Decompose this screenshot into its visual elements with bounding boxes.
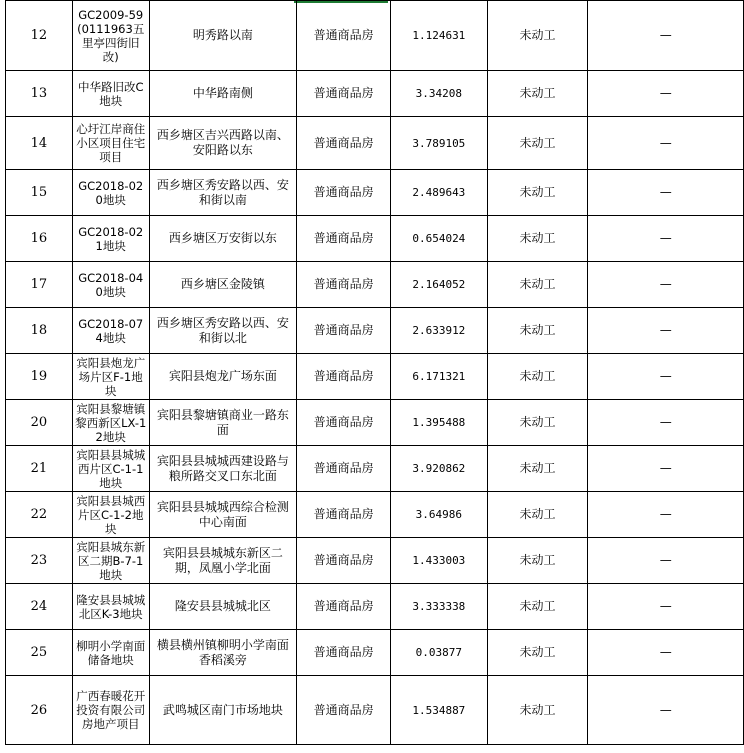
plot-location-cell[interactable]: 西乡塘区秀安路以西、安和街以北 [149, 308, 297, 354]
plot-area-cell[interactable]: 2.164052 [390, 262, 487, 308]
plot-name-cell[interactable]: 心圩江岸商住小区项目住宅项目 [72, 117, 149, 170]
plot-area-cell[interactable]: 0.03877 [390, 630, 487, 676]
table-row [6, 117, 744, 170]
remark-cell[interactable]: — [588, 538, 744, 584]
row-number-cell[interactable]: 15 [6, 170, 73, 216]
plot-name-cell[interactable]: 广西春暖花开投资有限公司房地产项目 [72, 676, 149, 745]
plot-area-cell[interactable]: 1.124631 [390, 1, 487, 71]
row-number-cell[interactable]: 16 [6, 216, 73, 262]
housing-type-cell[interactable]: 普通商品房 [297, 538, 391, 584]
plot-name-cell[interactable]: 宾阳县城东新区二期B-7-1地块 [72, 538, 149, 584]
row-number-cell[interactable]: 24 [6, 584, 73, 630]
plot-location-cell[interactable]: 西乡塘区金陵镇 [149, 262, 297, 308]
housing-type-cell[interactable]: 普通商品房 [297, 71, 391, 117]
plot-area-cell[interactable]: 3.789105 [390, 117, 487, 170]
remark-cell[interactable]: — [588, 117, 744, 170]
remark-cell[interactable]: — [588, 170, 744, 216]
plot-name-cell[interactable]: 宾阳县县城西片区C-1-2地块 [72, 492, 149, 538]
plot-name-cell[interactable]: 宾阳县县城城西片区C-1-1地块 [72, 446, 149, 492]
plot-location-cell[interactable]: 宾阳县炮龙广场东面 [149, 354, 297, 400]
land-plot-table [5, 0, 744, 745]
housing-type-cell[interactable]: 普通商品房 [297, 216, 391, 262]
row-number-cell[interactable]: 14 [6, 117, 73, 170]
remark-cell[interactable]: — [588, 354, 744, 400]
remark-cell[interactable]: — [588, 262, 744, 308]
remark-cell[interactable]: — [588, 308, 744, 354]
plot-name-cell[interactable]: GC2009-59(0111963五里亭四街旧改) [72, 1, 149, 71]
plot-area-cell[interactable]: 3.920862 [390, 446, 487, 492]
row-number-cell[interactable]: 20 [6, 400, 73, 446]
table-row [6, 262, 744, 308]
housing-type-cell[interactable]: 普通商品房 [297, 354, 391, 400]
construction-status-cell[interactable]: 未动工 [487, 216, 588, 262]
table-row [6, 492, 744, 538]
plot-area-cell[interactable]: 3.34208 [390, 71, 487, 117]
plot-area-cell[interactable]: 0.654024 [390, 216, 487, 262]
remark-cell[interactable]: — [588, 492, 744, 538]
construction-status-cell[interactable]: 未动工 [487, 400, 588, 446]
plot-name-cell[interactable]: 中华路旧改C地块 [72, 71, 149, 117]
plot-location-cell[interactable]: 宾阳县黎塘镇商业一路东面 [149, 400, 297, 446]
housing-type-cell[interactable]: 普通商品房 [297, 117, 391, 170]
row-number-cell[interactable]: 26 [6, 676, 73, 745]
construction-status-cell[interactable]: 未动工 [487, 117, 588, 170]
row-number-cell[interactable]: 17 [6, 262, 73, 308]
plot-area-cell[interactable]: 3.64986 [390, 492, 487, 538]
construction-status-cell[interactable]: 未动工 [487, 262, 588, 308]
plot-location-cell[interactable]: 西乡塘区秀安路以西、安和街以南 [149, 170, 297, 216]
construction-status-cell[interactable]: 未动工 [487, 676, 588, 745]
plot-name-cell[interactable]: GC2018-020地块 [72, 170, 149, 216]
plot-area-cell[interactable]: 2.633912 [390, 308, 487, 354]
plot-name-cell[interactable]: 宾阳县黎塘镇黎西新区LX-12地块 [72, 400, 149, 446]
table-body [6, 1, 744, 745]
table-row [6, 538, 744, 584]
row-number-cell[interactable]: 21 [6, 446, 73, 492]
construction-status-cell[interactable]: 未动工 [487, 170, 588, 216]
row-number-cell[interactable]: 12 [6, 1, 73, 71]
remark-cell[interactable]: — [588, 71, 744, 117]
remark-cell[interactable]: — [588, 584, 744, 630]
plot-location-cell[interactable]: 宾阳县县城城东新区二期，凤凰小学北面 [149, 538, 297, 584]
table-row [6, 400, 744, 446]
construction-status-cell[interactable]: 未动工 [487, 492, 588, 538]
plot-location-cell[interactable]: 西乡塘区吉兴西路以南、安阳路以东 [149, 117, 297, 170]
housing-type-cell[interactable]: 普通商品房 [297, 400, 391, 446]
housing-type-cell[interactable]: 普通商品房 [297, 492, 391, 538]
remark-cell[interactable]: — [588, 676, 744, 745]
housing-type-cell[interactable]: 普通商品房 [297, 308, 391, 354]
remark-cell[interactable]: — [588, 1, 744, 71]
plot-area-cell[interactable]: 1.534887 [390, 676, 487, 745]
plot-location-cell[interactable]: 西乡塘区万安街以东 [149, 216, 297, 262]
table-row [6, 584, 744, 630]
plot-area-cell[interactable]: 1.395488 [390, 400, 487, 446]
plot-name-cell[interactable]: GC2018-021地块 [72, 216, 149, 262]
plot-area-cell[interactable]: 2.489643 [390, 170, 487, 216]
construction-status-cell[interactable]: 未动工 [487, 354, 588, 400]
table-row [6, 446, 744, 492]
construction-status-cell[interactable]: 未动工 [487, 1, 588, 71]
plot-location-cell[interactable]: 中华路南侧 [149, 71, 297, 117]
plot-location-cell[interactable]: 武鸣城区南门市场地块 [149, 676, 297, 745]
construction-status-cell[interactable]: 未动工 [487, 308, 588, 354]
plot-name-cell[interactable]: 宾阳县炮龙广场片区F-1地块 [72, 354, 149, 400]
plot-name-cell[interactable]: GC2018-040地块 [72, 262, 149, 308]
remark-cell[interactable]: — [588, 400, 744, 446]
housing-type-cell[interactable]: 普通商品房 [297, 446, 391, 492]
housing-type-cell[interactable]: 普通商品房 [297, 584, 391, 630]
table-row [6, 170, 744, 216]
table-row [6, 1, 744, 71]
remark-cell[interactable]: — [588, 630, 744, 676]
plot-location-cell[interactable]: 宾阳县县城城西综合检测中心南面 [149, 492, 297, 538]
row-number-cell[interactable]: 25 [6, 630, 73, 676]
remark-cell[interactable]: — [588, 216, 744, 262]
plot-name-cell[interactable]: 隆安县县城城北区K-3地块 [72, 584, 149, 630]
plot-area-cell[interactable]: 6.171321 [390, 354, 487, 400]
housing-type-cell[interactable]: 普通商品房 [297, 262, 391, 308]
plot-location-cell[interactable]: 宾阳县县城城西建设路与粮所路交叉口东北面 [149, 446, 297, 492]
plot-location-cell[interactable]: 隆安县县城城北区 [149, 584, 297, 630]
plot-name-cell[interactable]: 柳明小学南面储备地块 [72, 630, 149, 676]
housing-type-cell[interactable]: 普通商品房 [297, 676, 391, 745]
table-row [6, 354, 744, 400]
plot-name-cell[interactable]: GC2018-074地块 [72, 308, 149, 354]
table-row [6, 630, 744, 676]
table-row [6, 71, 744, 117]
construction-status-cell[interactable]: 未动工 [487, 630, 588, 676]
plot-area-cell[interactable]: 3.333338 [390, 584, 487, 630]
plot-location-cell[interactable]: 横县横州镇柳明小学南面香稻溪旁 [149, 630, 297, 676]
housing-type-cell[interactable]: 普通商品房 [297, 1, 391, 71]
plot-location-cell[interactable]: 明秀路以南 [149, 1, 297, 71]
housing-type-cell[interactable]: 普通商品房 [297, 170, 391, 216]
housing-type-cell[interactable]: 普通商品房 [297, 630, 391, 676]
row-number-cell[interactable]: 22 [6, 492, 73, 538]
table-row [6, 676, 744, 745]
plot-area-cell[interactable]: 1.433003 [390, 538, 487, 584]
construction-status-cell[interactable]: 未动工 [487, 538, 588, 584]
row-number-cell[interactable]: 18 [6, 308, 73, 354]
table-row [6, 216, 744, 262]
row-number-cell[interactable]: 23 [6, 538, 73, 584]
construction-status-cell[interactable]: 未动工 [487, 446, 588, 492]
table-row [6, 308, 744, 354]
row-number-cell[interactable]: 19 [6, 354, 73, 400]
construction-status-cell[interactable]: 未动工 [487, 584, 588, 630]
row-number-cell[interactable]: 13 [6, 71, 73, 117]
construction-status-cell[interactable]: 未动工 [487, 71, 588, 117]
remark-cell[interactable]: — [588, 446, 744, 492]
